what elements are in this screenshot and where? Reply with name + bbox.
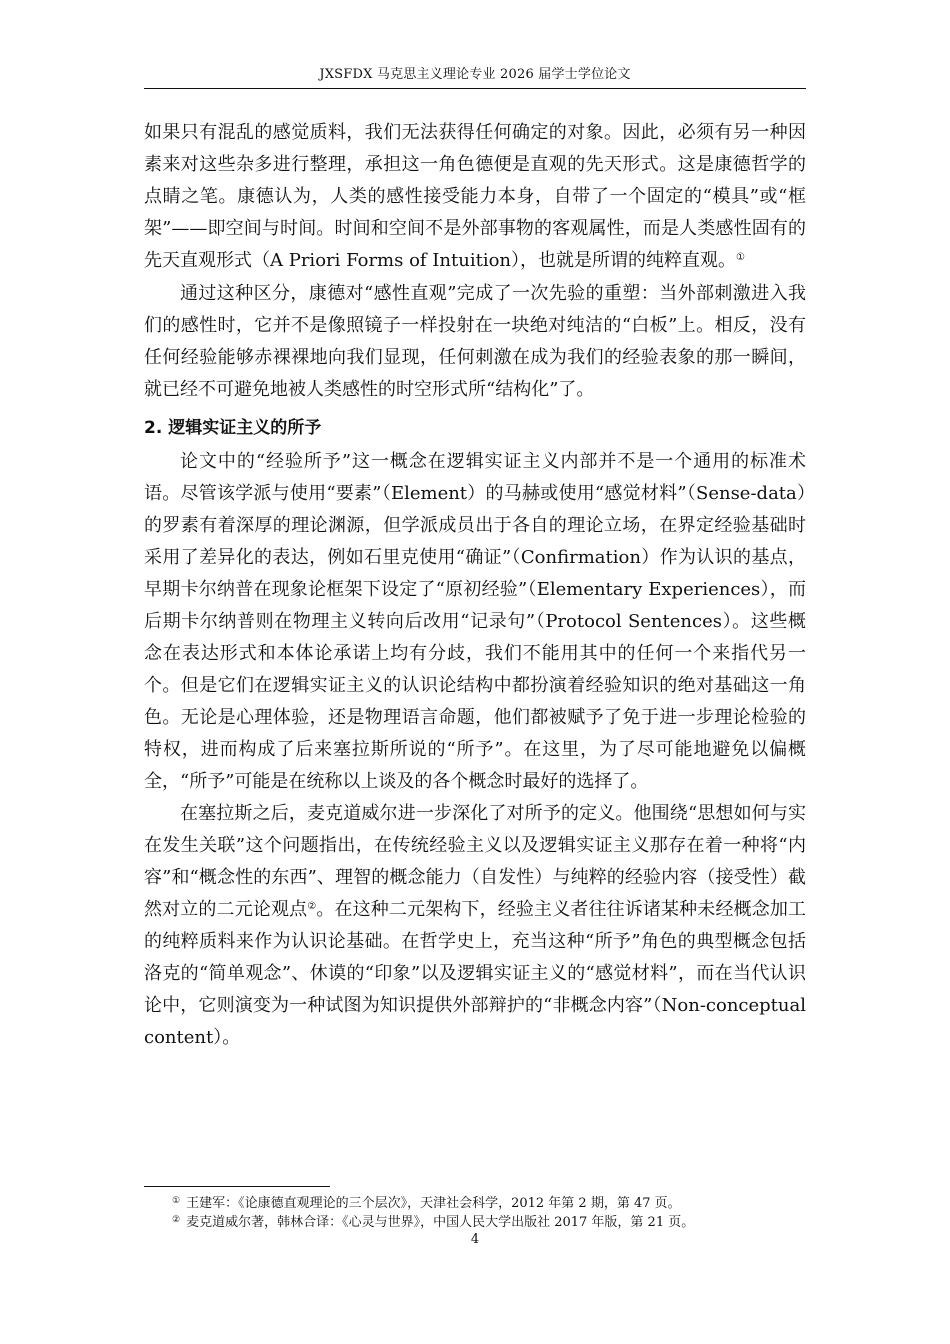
footnote-2 — [172, 1212, 806, 1231]
footnote-1 — [172, 1193, 806, 1212]
section-heading: 2. 逻辑实证主义的所予 — [144, 418, 322, 438]
footnotes — [172, 1193, 806, 1231]
footnote-ref-2[interactable]: ② — [307, 901, 317, 912]
header-rule — [144, 88, 806, 89]
footnote-ref-1[interactable]: ① — [736, 252, 745, 263]
running-header: JXSFDX 马克思主义理论专业 2026 届学士学位论文 — [319, 67, 631, 82]
paragraph-4-text-a: 在塞拉斯之后，麦克道威尔进一步深化了对所予的定义。他围绕“思想如何与实在发生关联”这个问题指出，在传统经验主义以及逻辑实证主义那存在着一种将“内容”和“概念性的东西”、理智的概念能力（自发性）与纯粹的经验内容（接受性）截然对立的二元论观点 — [144, 803, 806, 920]
footnote-2-mark: ② — [172, 1215, 181, 1225]
footnote-1-mark: ① — [172, 1196, 181, 1206]
footnote-rule — [144, 1186, 330, 1187]
page-number: 4 — [470, 1232, 480, 1247]
paragraph-2: 通过这种区分，康德对“感性直观”完成了一次先验的重塑：当外部刺激进入我们的感性时，它并不是像照镜子一样投射在一块绝对纯洁的“白板”上。相反，没有任何经验能够赤裸裸地向我们显现，任何刺激在成为我们的经验表象的那一瞬间，就已经不可避免地被人类感性的时空形式所“结构化”了。 — [144, 283, 806, 400]
paragraph-4-text-b: 。在这种二元架构下，经验主义者往往诉诸某种未经概念加工的纯粹质料来作为认识论基础。在哲学史上，充当这种“所予”角色的典型概念包括洛克的“简单观念”、休谟的“印象”以及逻辑实证主义的“感觉材料”，而在当代认识论中，它则演变为一种试图为知识提供外部辩护的“非概念内容”（Non-conceptual content）。 — [144, 899, 807, 1048]
page-body — [144, 117, 806, 1054]
paragraph-3: 论文中的“经验所予”这一概念在逻辑实证主义内部并不是一个通用的标准术语。尽管该学派与使用“要素”（Element）的马赫或使用“感觉材料”（Sense-data）的罗素有着深厚的理论渊源，但学派成员出于各自的理论立场，在界定经验基础时采用了差异化的表达，例如石里克使用“确证”（Confirmation）作为认识的基点，早期卡尔纳普在现象论框架下设定了“原初经验”（Elementary Experiences），而后期卡尔纳普则在物理主义转向后改用“记录句”（Protocol Sentences）。这些概念在表达形式和本体论承诺上均有分歧，我们不能用其中的任何一个来指代另一个。但是它们在逻辑实证主义的认识论结构中都扮演着经验知识的绝对基础这一角色。无论是心理体验，还是物理语言命题，他们都被赋予了免于进一步理论检验的特权，进而构成了后来塞拉斯所说的“所予”。在这里，为了尽可能地避免以偏概全，“所予”可能是在统称以上谈及的各个概念时最好的选择了。 — [144, 451, 806, 792]
paragraph-4 — [144, 798, 806, 1054]
paragraph-1-text: 如果只有混乱的感觉质料，我们无法获得任何确定的对象。因此，必须有另一种因素来对这些杂多进行整理，承担这一角色德便是直观的先天形式。这是康德哲学的点睛之笔。康德认为，人类的感性接受能力本身，自带了一个固定的“模具”或“框架”——即空间与时间。时间和空间不是外部事物的客观属性，而是人类感性固有的先天直观形式（A Priori Forms of Intuition），也就是所谓的纯粹直观。 — [144, 122, 806, 271]
footnote-1-text: 王建军：《论康德直观理论的三个层次》，天津社会科学，2012 年第 2 期，第 47 页。 — [186, 1196, 681, 1211]
paragraph-1 — [144, 117, 806, 277]
footnote-2-text: 麦克道威尔著，韩林合译：《心灵与世界》，中国人民大学出版社 2017 年版，第 21 页。 — [186, 1215, 695, 1230]
